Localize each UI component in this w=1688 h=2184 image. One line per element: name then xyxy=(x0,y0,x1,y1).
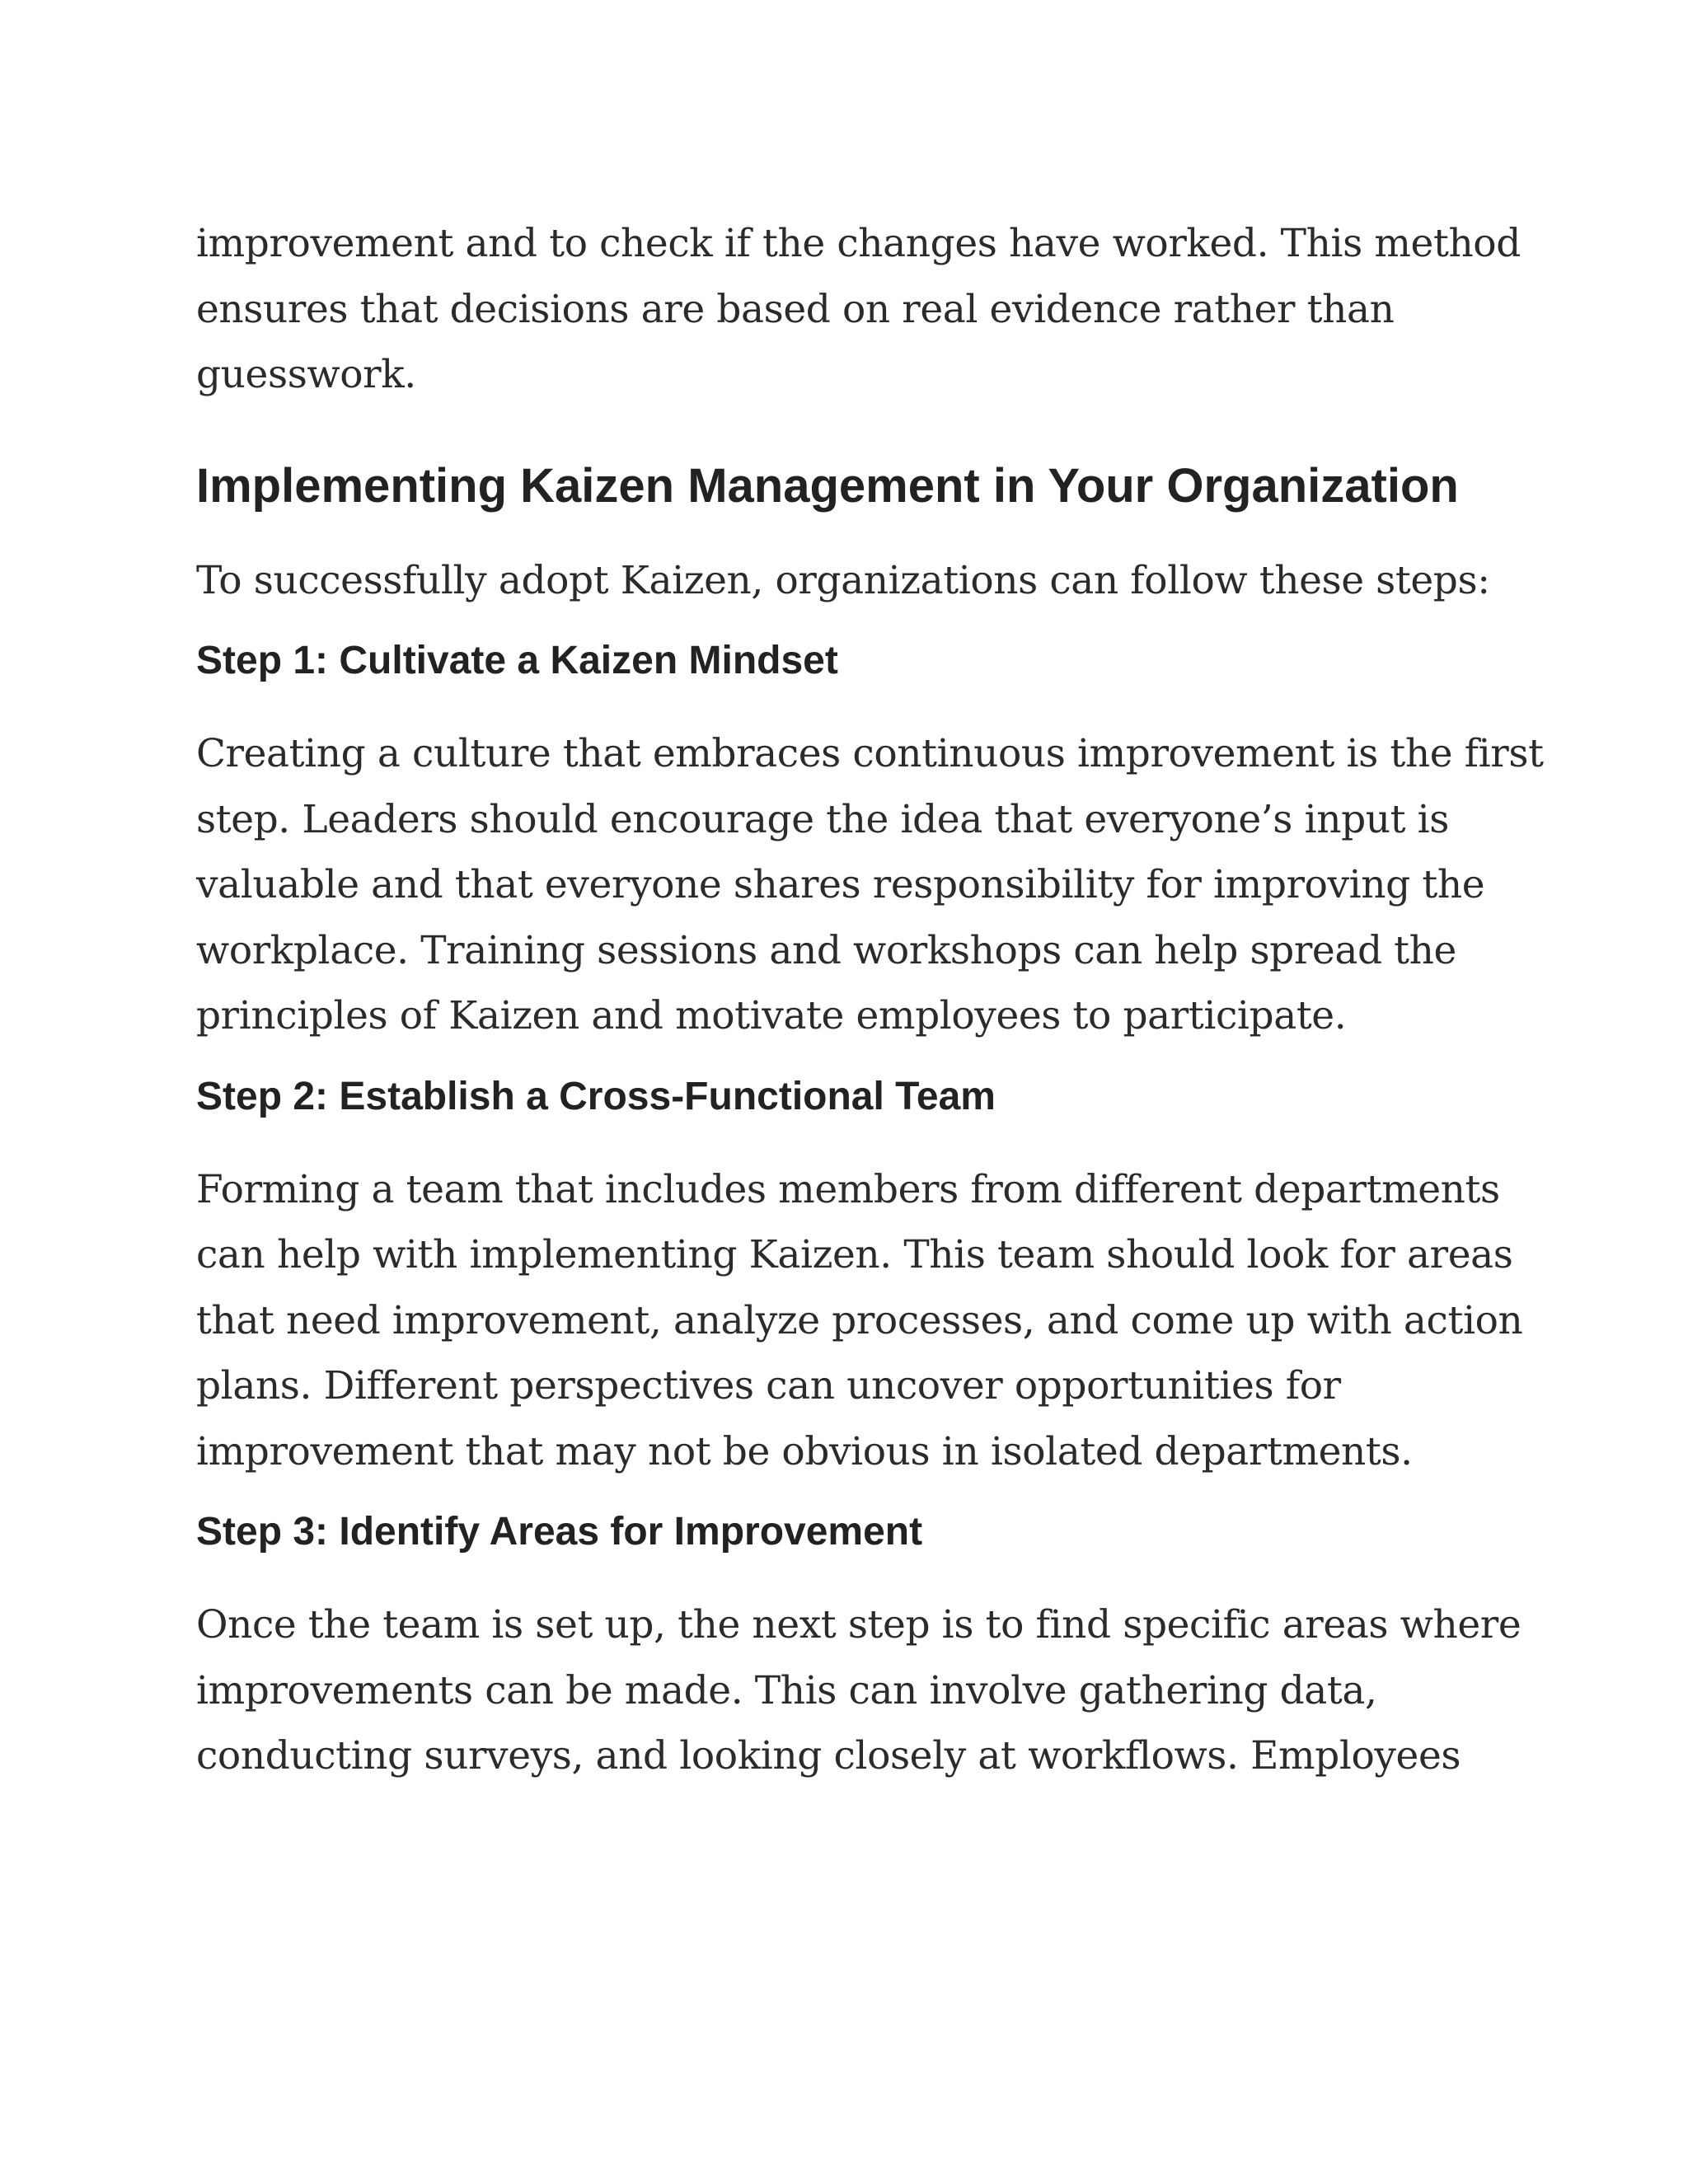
step-1-heading: Step 1: Cultivate a Kaizen Mindset xyxy=(196,639,838,682)
step-1-paragraph xyxy=(196,721,1544,1049)
step-3-heading: Step 3: Identify Areas for Improvement xyxy=(196,1510,923,1554)
text-line: ensures that decisions are based on real evidence rather than xyxy=(196,286,1395,332)
text-line: guesswork. xyxy=(196,352,416,397)
step-2-paragraph xyxy=(196,1157,1523,1485)
text-line: that need improvement, analyze processes, and come up with action xyxy=(196,1297,1523,1343)
section-lead xyxy=(196,548,1498,614)
text-line: Forming a team that includes members from different departments xyxy=(196,1166,1500,1212)
text-line: improvement that may not be obvious in isolated departments. xyxy=(196,1428,1413,1474)
text-line: principles of Kaizen and motivate employees to participate. xyxy=(196,993,1347,1038)
text-line: Once the team is set up, the next step is to find specific areas where xyxy=(196,1602,1522,1647)
section-heading: Implementing Kaizen Management in Your Organization xyxy=(196,458,1459,513)
text-line: valuable and that everyone shares responsibility for improving the xyxy=(196,862,1485,907)
text-line: Creating a culture that embraces continuous improvement is the first xyxy=(196,731,1544,776)
text-line: conducting surveys, and looking closely at workflows. Employees xyxy=(196,1733,1461,1779)
text-line: improvements can be made. This can involve gathering data, xyxy=(196,1667,1377,1713)
text-line: can help with implementing Kaizen. This team should look for areas xyxy=(196,1232,1513,1277)
text-line: improvement and to check if the changes have worked. This method xyxy=(196,221,1521,266)
text-line: workplace. Training sessions and workshops can help spread the xyxy=(196,927,1456,973)
intro-paragraph xyxy=(196,211,1521,408)
text-line: plans. Different perspectives can uncover opportunities for xyxy=(196,1363,1341,1408)
step-2-heading: Step 2: Establish a Cross-Functional Team xyxy=(196,1074,996,1118)
text-line: To successfully adopt Kaizen, organizations can follow these steps: xyxy=(196,557,1490,603)
text-line: step. Leaders should encourage the idea that everyone’s input is xyxy=(196,796,1450,842)
step-3-paragraph xyxy=(196,1592,1522,1789)
document-page xyxy=(196,211,1544,1789)
